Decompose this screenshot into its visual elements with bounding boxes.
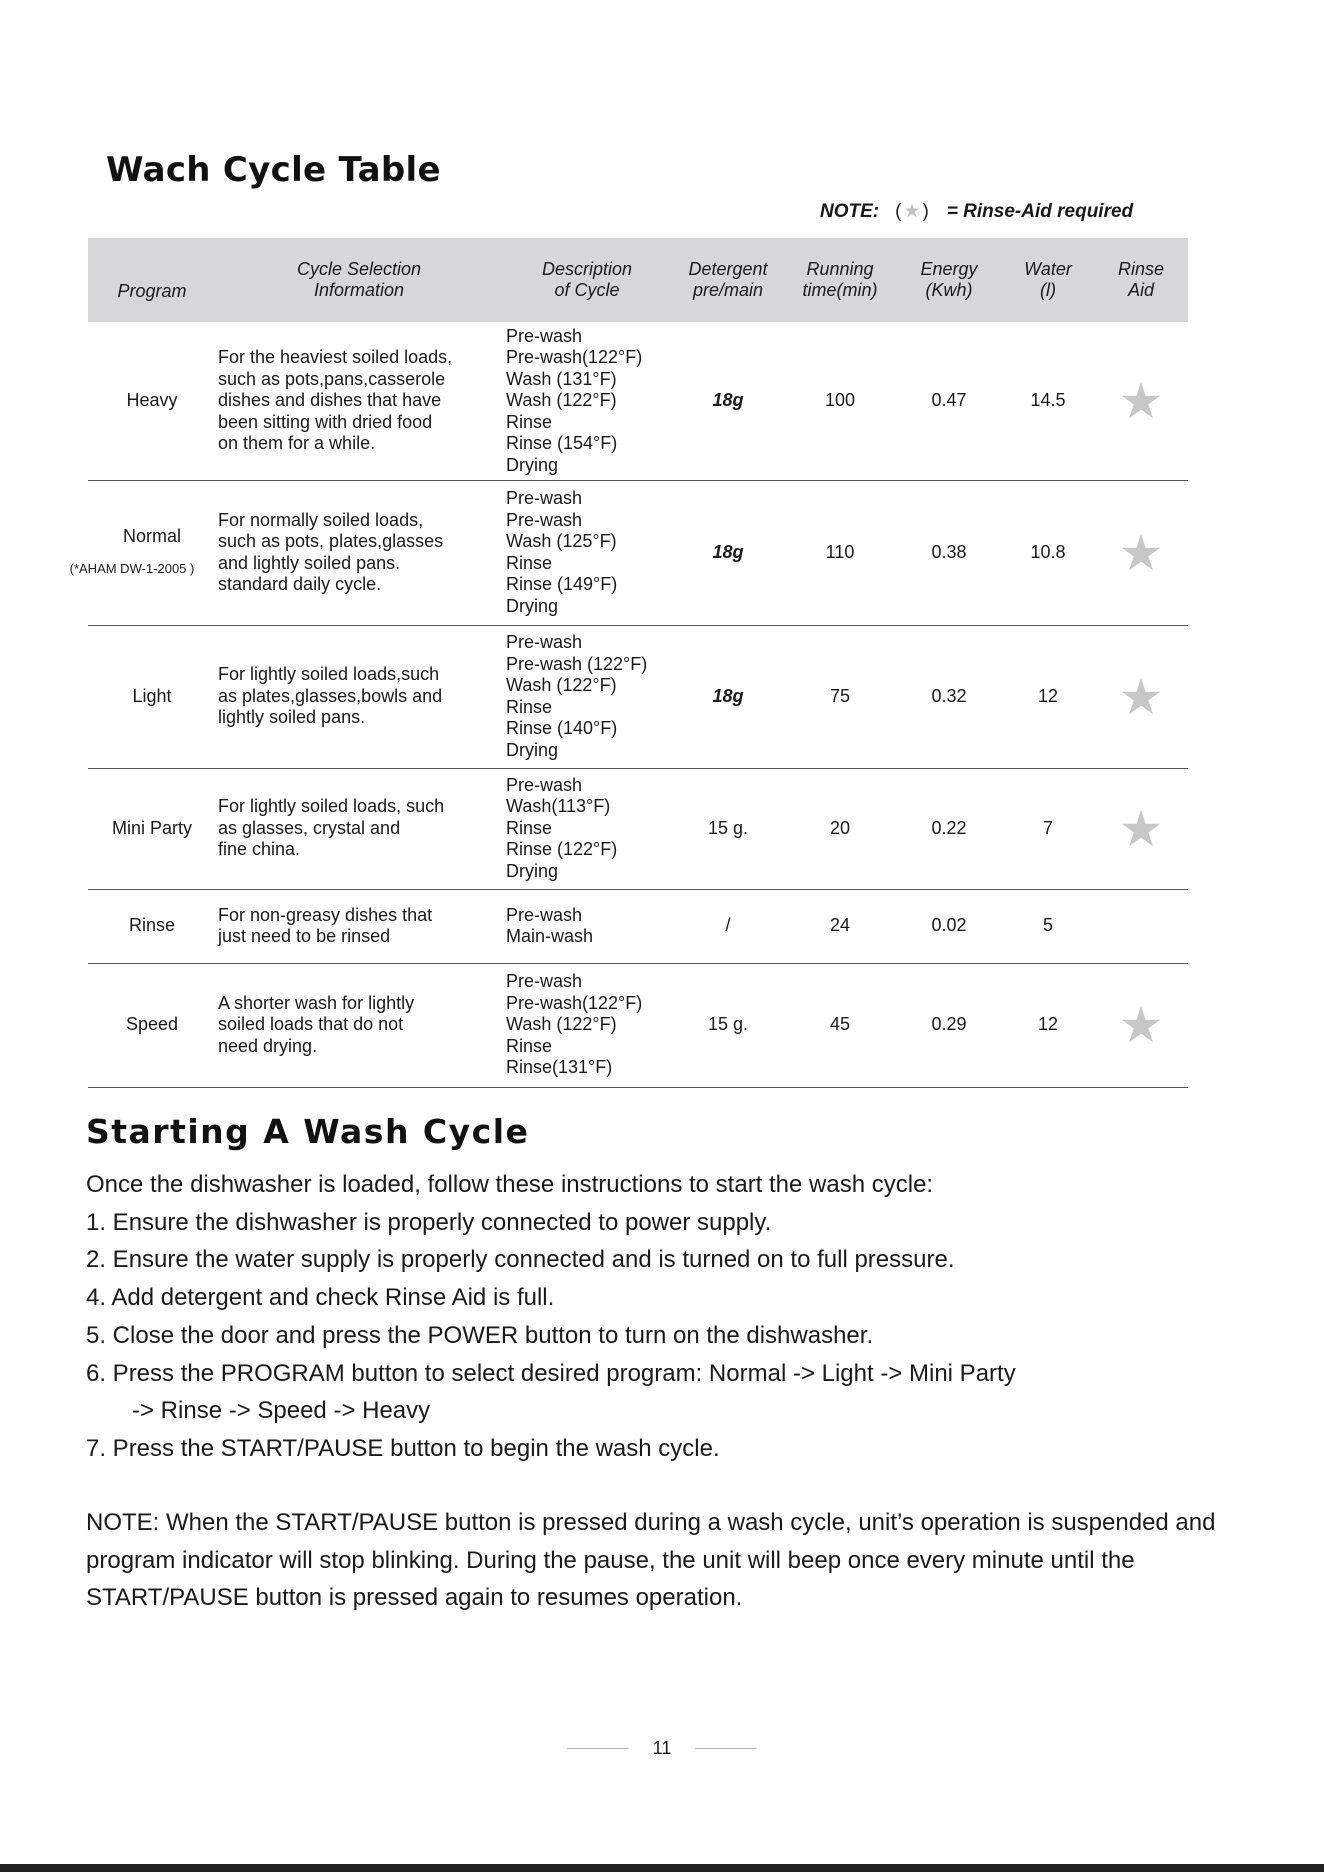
header-detergent-text: Detergent [688, 259, 768, 279]
header-detergent-text: pre/main [692, 280, 764, 300]
time-cell: 110 [825, 541, 855, 562]
info-cell [216, 768, 502, 889]
info-cell [216, 889, 502, 963]
description-line: Rinse (140°F) [506, 718, 618, 738]
step-item [86, 1241, 1016, 1279]
info-cell [216, 625, 502, 768]
description-line: Rinse [506, 1035, 553, 1056]
info-line: For lightly soiled loads, such [218, 796, 445, 817]
rinse-aid-cell [1094, 480, 1188, 625]
program-cell [88, 322, 216, 480]
header-energy-text: (Kwh) [925, 280, 973, 300]
info-line: need drying. [218, 1035, 318, 1056]
description-line: Drying [506, 739, 559, 760]
energy-cell: 0.29 [931, 1014, 967, 1035]
description-cell [502, 480, 672, 625]
water-cell: 5 [1042, 915, 1053, 936]
header-description-text: of Cycle [554, 280, 620, 300]
description-line: Pre-wash [506, 509, 583, 530]
page-footer [0, 1738, 1324, 1759]
rinse-aid-cell [1094, 322, 1188, 480]
description-line: Pre-wash(122°F) [506, 347, 643, 367]
star-icon: ★ [1118, 668, 1164, 725]
program-cell [88, 768, 216, 889]
table-row [88, 322, 1188, 480]
energy-cell: 0.22 [931, 817, 967, 838]
program-cell [69, 480, 216, 625]
info-line: just need to be rinsed [218, 926, 391, 946]
header-cycle-selection-info-text: Information [313, 280, 405, 300]
energy-cell: 0.32 [931, 685, 967, 706]
energy-cell: 0.02 [931, 915, 967, 936]
legend-text: = Rinse-Aid required [946, 200, 1134, 222]
water-cell: 7 [1042, 817, 1053, 838]
detergent-cell: 18g [712, 685, 744, 706]
header-running-time-text: Running [806, 259, 874, 279]
program-name: Heavy [126, 390, 178, 410]
info-line: and lightly soiled pans. [218, 552, 401, 573]
description-line: Rinse (122°F) [506, 839, 618, 860]
program-name: Normal [122, 526, 181, 546]
header-rinse-aid-text: Rinse [1117, 259, 1165, 279]
info-line: been sitting with dried food [218, 411, 433, 432]
description-line: Pre-wash [506, 904, 583, 925]
description-line: Main-wash [506, 926, 594, 946]
wash-cycle-table [69, 238, 1188, 1088]
step-text: 1. Ensure the dishwasher is properly connected to power supply. [86, 1208, 772, 1236]
program-cell [88, 963, 216, 1087]
time-cell: 24 [829, 915, 851, 936]
description-line: Pre-wash (122°F) [506, 653, 648, 674]
energy-cell: 0.38 [931, 541, 967, 562]
table-row [88, 889, 1188, 963]
footer-rule-left [567, 1748, 629, 1749]
step-text: 7. Press the START/PAUSE button to begin the wash cycle. [86, 1434, 720, 1462]
program-cell [88, 889, 216, 963]
detergent-cell: 15 g. [707, 1014, 749, 1035]
table-row [88, 480, 1188, 625]
time-cell: 100 [824, 390, 856, 410]
info-line: such as pots, plates,glasses [218, 531, 444, 551]
description-line: Drying [506, 860, 559, 881]
description-line: Wash (122°F) [506, 1014, 617, 1035]
footer-rule-right [695, 1748, 757, 1749]
description-line: Drying [506, 454, 559, 475]
star-icon: ★ [1118, 372, 1164, 429]
intro-text: Once the dishwasher is loaded, follow these instructions to start the wash cycle: [86, 1171, 934, 1198]
info-cell [216, 322, 502, 480]
description-line: Wash (122°F) [506, 675, 617, 695]
note-label: NOTE: [820, 200, 880, 222]
header-water-text: (l) [1040, 280, 1056, 300]
step-item [86, 1317, 1016, 1355]
description-line: Pre-wash [506, 971, 583, 992]
info-line: dishes and dishes that have [218, 390, 442, 410]
program-name: Speed [125, 1014, 179, 1035]
instructions [86, 1166, 1016, 1468]
header-running-time [784, 238, 896, 322]
section-title: Starting A Wash Cycle [86, 1112, 530, 1151]
detergent-cell: / [725, 915, 731, 936]
step-item [86, 1430, 1016, 1468]
star-icon: ★ [903, 201, 921, 222]
description-line: Wash (125°F) [506, 531, 617, 551]
table-body [69, 322, 1188, 1087]
time-cell: 75 [829, 685, 851, 706]
description-line: Pre-wash [506, 325, 583, 346]
water-cell: 14.5 [1030, 390, 1066, 410]
energy-cell: 0.47 [931, 390, 967, 410]
info-cell [216, 963, 502, 1087]
water-cell: 12 [1037, 685, 1059, 706]
info-line: fine china. [218, 839, 301, 860]
table-row [88, 963, 1188, 1087]
step-text-continued: -> Rinse -> Speed -> Heavy [132, 1397, 431, 1425]
water-cell: 12 [1037, 1014, 1059, 1035]
description-line: Rinse [506, 552, 553, 573]
info-line: as glasses, crystal and [218, 817, 401, 838]
rinse-aid-cell [1094, 625, 1188, 768]
header-detergent [672, 238, 784, 322]
rinse-aid-cell [1094, 963, 1188, 1087]
paren-open: ( [895, 200, 902, 222]
paren-close: ) [922, 200, 929, 222]
header-cycle-selection-info-text: Cycle Selection [296, 259, 422, 279]
program-name: Light [132, 685, 172, 706]
header-cycle-selection-info [216, 238, 502, 322]
header-energy-text: Energy [920, 259, 978, 279]
rinse-aid-cell [1094, 889, 1188, 963]
header-running-time-text: time(min) [802, 280, 878, 300]
table-header-row [88, 238, 1188, 322]
program-name: Rinse [128, 915, 176, 936]
step-text: 5. Close the door and press the POWER button to turn on the dishwasher. [86, 1321, 874, 1349]
description-line: Rinse (154°F) [506, 433, 618, 453]
description-cell [502, 768, 672, 889]
description-cell [502, 625, 672, 768]
info-line: For lightly soiled loads,such [218, 664, 440, 685]
description-line: Pre-wash [506, 488, 583, 508]
program-note: (*AHAM DW-1-2005 ) [69, 560, 195, 576]
note-paragraph: NOTE: When the START/PAUSE button is pressed during a wash cycle, unit’s operation is suspended and program indicator will stop blinking. During the pause, the unit will beep once every minute until the START/PAUSE button is pressed again to resumes operation. [86, 1509, 1216, 1611]
page-bottom-border [0, 1864, 1324, 1872]
description-line: Rinse (149°F) [506, 574, 618, 594]
info-line: on them for a while. [218, 433, 376, 453]
description-line: Wash(113°F) [506, 796, 611, 817]
description-line: Wash (131°F) [506, 368, 617, 389]
step-item [86, 1204, 1016, 1242]
info-cell [216, 480, 502, 625]
header-water [1002, 238, 1094, 322]
time-cell: 45 [829, 1014, 851, 1035]
description-cell [502, 963, 672, 1087]
page-number: 11 [652, 1738, 672, 1758]
info-line: lightly soiled pans. [218, 707, 366, 728]
description-line: Rinse [506, 696, 553, 717]
description-line: Pre-wash [506, 774, 583, 795]
description-line: Rinse [506, 411, 553, 432]
header-program [88, 238, 216, 322]
header-water-text: Water [1024, 259, 1072, 279]
rinse-aid-legend [820, 200, 1133, 223]
program-name: Mini Party [111, 817, 192, 838]
info-line: For non-greasy dishes that [218, 904, 433, 925]
detergent-cell: 18g [712, 390, 744, 410]
time-cell: 20 [829, 817, 851, 838]
info-line: For normally soiled loads, [218, 509, 424, 530]
header-description-text: Description [541, 259, 633, 279]
description-line: Pre-wash(122°F) [506, 992, 643, 1013]
header-rinse-aid [1094, 238, 1188, 322]
description-line: Pre-wash [506, 632, 583, 652]
program-cell [88, 625, 216, 768]
detergent-cell: 18g [712, 541, 744, 562]
description-cell [502, 322, 672, 480]
rinse-aid-cell [1094, 768, 1188, 889]
info-line: soiled loads that do not [218, 1014, 404, 1035]
star-icon: ★ [1118, 524, 1164, 581]
table-title: Wach Cycle Table [106, 150, 441, 190]
detergent-cell: 15 g. [707, 817, 749, 838]
header-energy [896, 238, 1002, 322]
step-item [86, 1355, 1016, 1430]
info-line: as plates,glasses,bowls and [218, 685, 443, 706]
step-text: 4. Add detergent and check Rinse Aid is full. [86, 1284, 555, 1312]
step-item [86, 1279, 1016, 1317]
table-row [88, 768, 1188, 889]
step-text: 6. Press the PROGRAM button to select desired program: Normal -> Light -> Mini Party [86, 1359, 1016, 1387]
star-icon: ★ [1118, 997, 1164, 1053]
header-rinse-aid-text: Aid [1127, 280, 1154, 300]
description-line: Rinse(131°F) [506, 1057, 613, 1078]
description-cell [502, 889, 672, 963]
info-line: A shorter wash for lightly [218, 992, 415, 1013]
star-icon: ★ [1118, 800, 1164, 857]
step-text: 2. Ensure the water supply is properly connected and is turned on to full pressure. [86, 1246, 955, 1274]
steps-list [86, 1204, 1016, 1468]
table-row [88, 625, 1188, 768]
header-program-text: Program [117, 280, 187, 301]
info-line: For the heaviest soiled loads, [218, 347, 453, 367]
description-line: Rinse [506, 817, 553, 838]
description-line: Wash (122°F) [506, 390, 617, 410]
water-cell: 10.8 [1030, 541, 1066, 562]
info-line: such as pots,pans,casserole [218, 368, 446, 389]
description-line: Drying [506, 595, 559, 616]
info-line: standard daily cycle. [218, 574, 382, 594]
header-description [502, 238, 672, 322]
